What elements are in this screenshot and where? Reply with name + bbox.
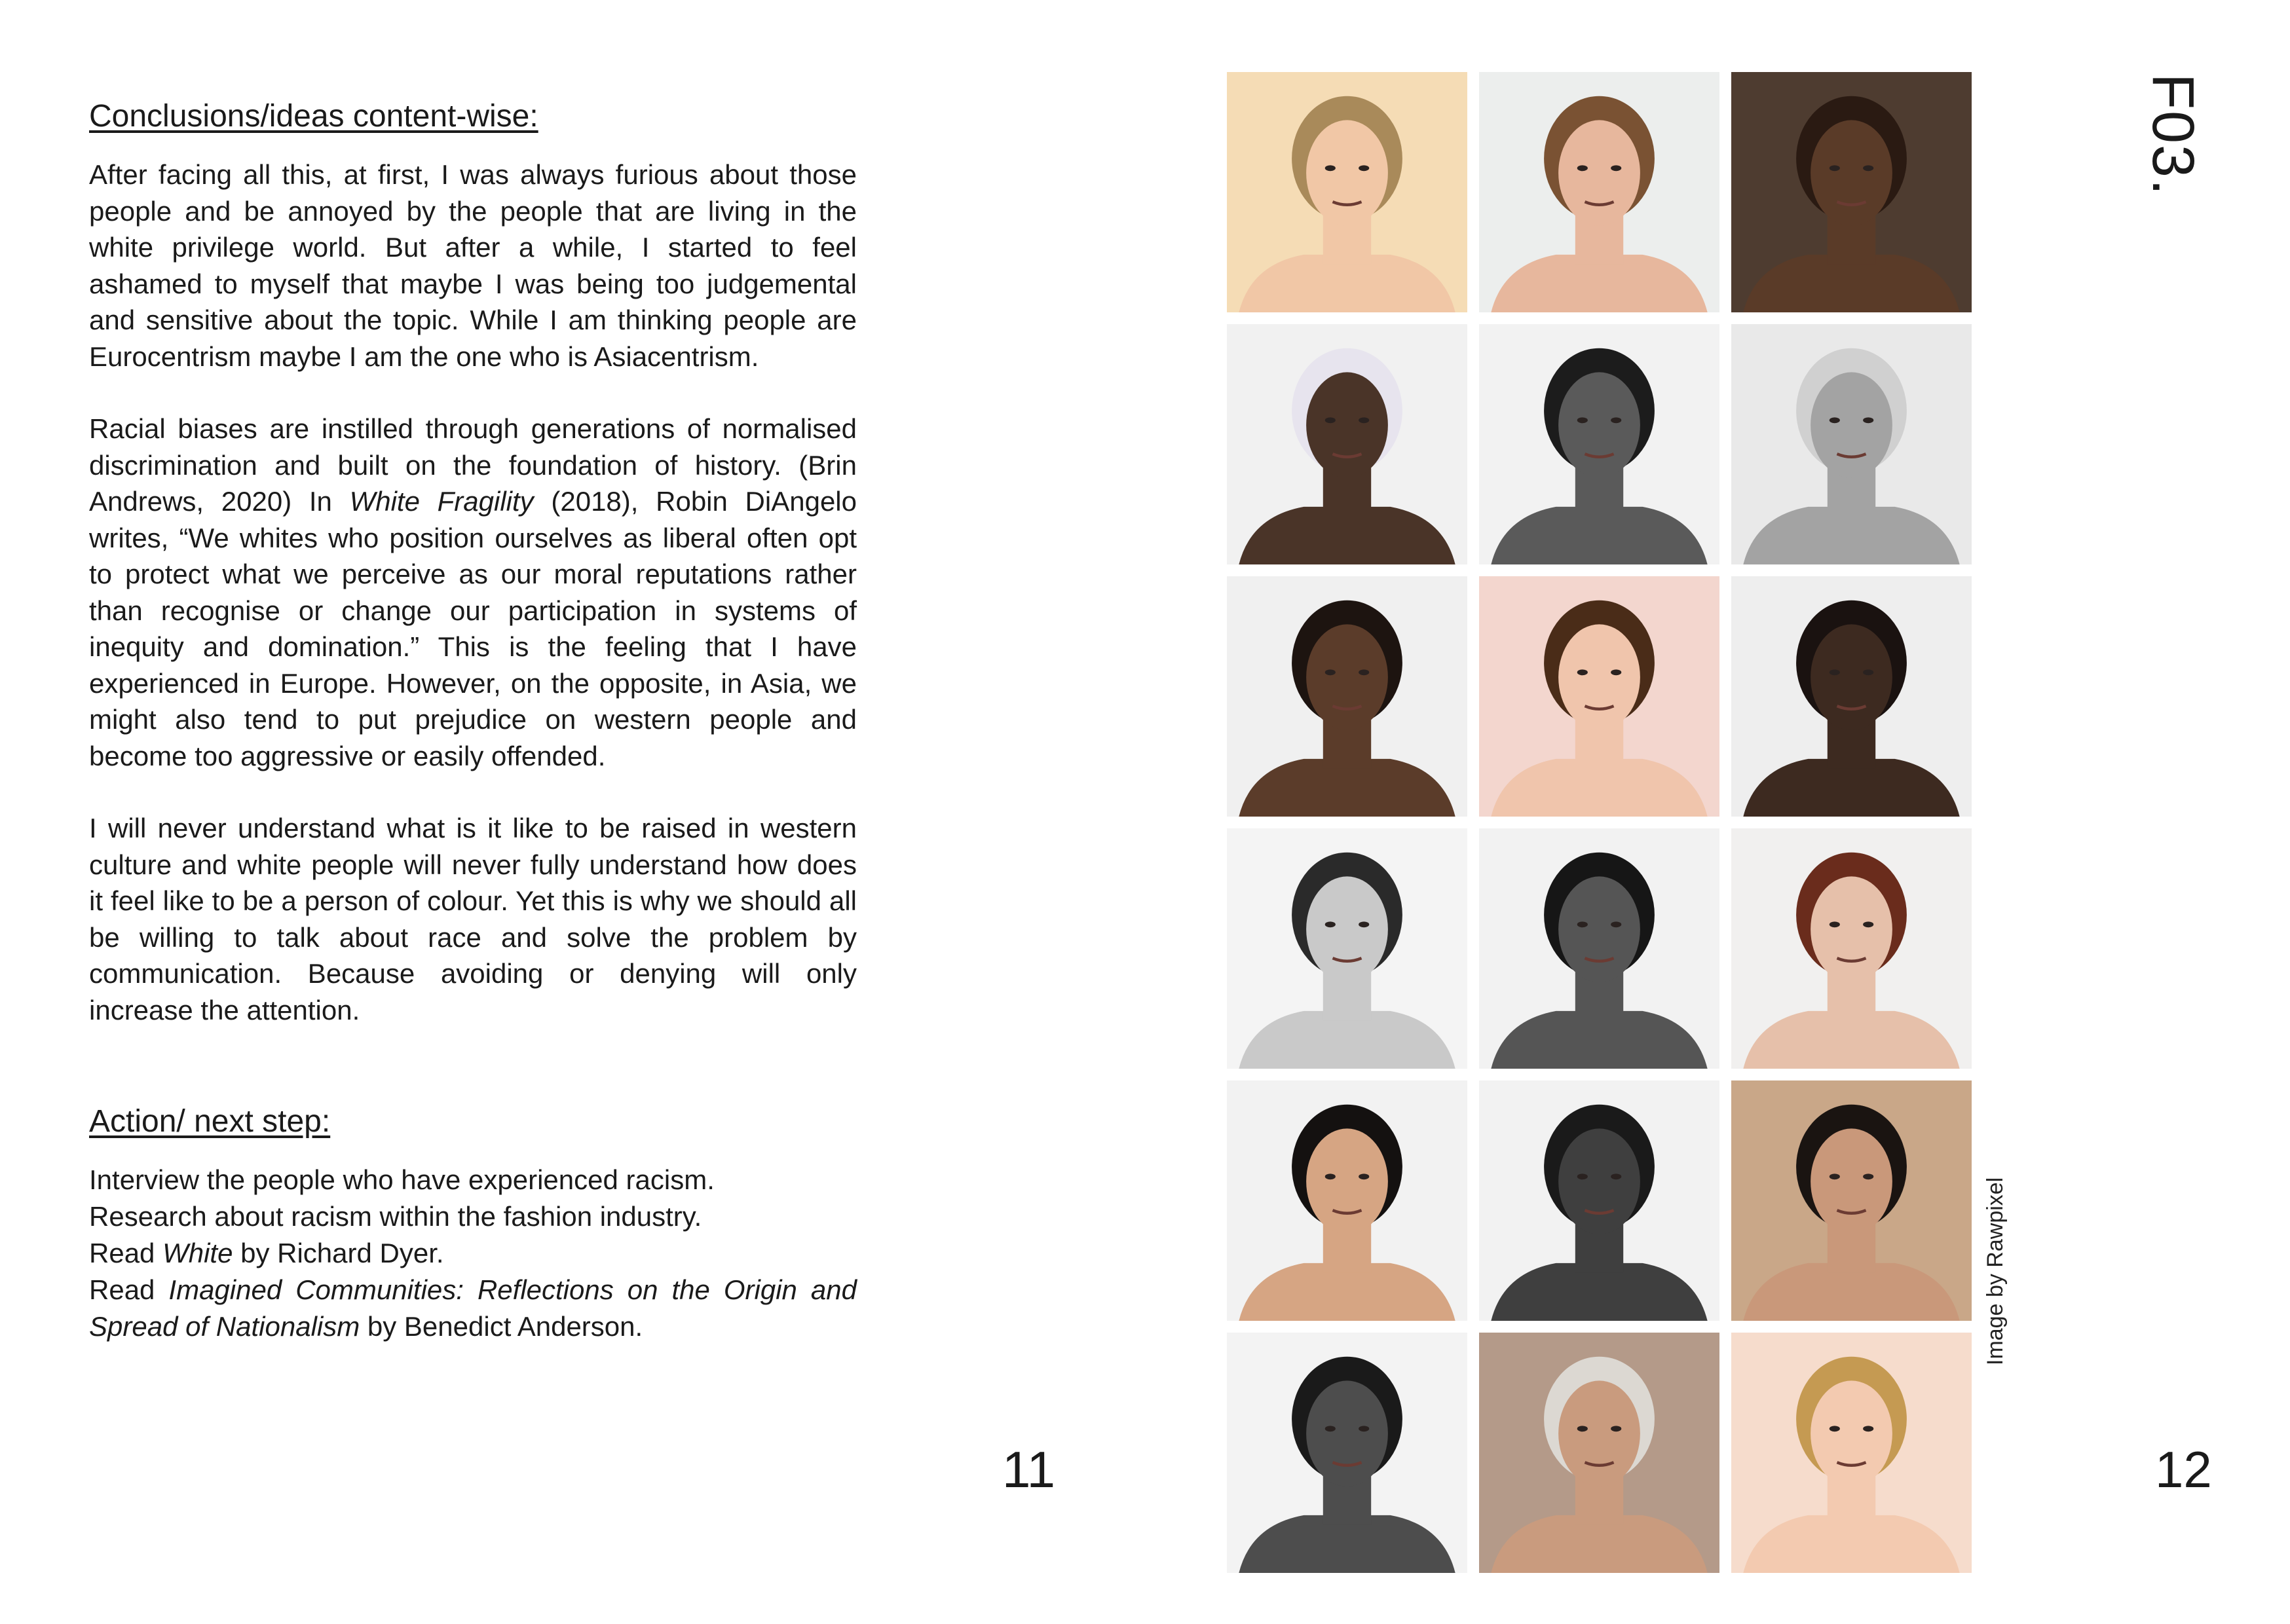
- portrait-blonde-girl: [1731, 1333, 1972, 1573]
- action-item-interview: Interview the people who have experienced racism.: [89, 1164, 715, 1195]
- portrait-grid: [1227, 72, 1972, 1573]
- left-page: [89, 98, 857, 1345]
- portrait-woman-hijab: [1227, 324, 1467, 564]
- action-heading: Action/ next step:: [89, 1104, 331, 1139]
- book-title-white: White: [162, 1238, 233, 1268]
- portrait-man-bw: [1479, 1080, 1719, 1321]
- portrait-older-man-bw: [1731, 324, 1972, 564]
- section-code: F03.: [2140, 73, 2206, 197]
- portrait-child-curly: [1479, 576, 1719, 817]
- image-credit: Image by Rawpixel: [1983, 1177, 2008, 1365]
- action-item-read-author: by Richard Dyer.: [233, 1238, 444, 1268]
- conclusions-paragraph-1: After facing all this, at first, I was always furious about those people and be annoyed by the people that are living in the white privilege world. But after a while, I started to feel ashamed to myself that maybe I was being too judgemental and sensitive about the topic. While I am thinking people are Eurocentrism maybe I am the one who is Asiacentrism.: [89, 159, 857, 372]
- portrait-older-woman: [1227, 576, 1467, 817]
- action-list: [89, 1162, 857, 1345]
- paragraph-2-text-end: (2018), Robin DiAngelo writes, “We whites who position ourselves as liberal often opt to protect what we perceive as our moral reputations rather than recognise or change our participation in systems of inequity and domination.” This is the feeling that I have experienced in Europe. However, on the opposite, in Asia, we might also tend to put prejudice on western people and become too aggressive or easily offended.: [89, 486, 857, 771]
- conclusions-paragraph-3: I will never understand what is it like to be raised in western culture and white people will never fully understand how does it feel like to be a person of colour. Yet this is why we should all be willing to talk about race and solve the problem by communication. Because avoiding or denying will only increase the attention.: [89, 813, 857, 1025]
- portrait-older-man: [1731, 72, 1972, 312]
- action-item-read-imagined-communities: [89, 1272, 857, 1345]
- conclusions-heading: Conclusions/ideas content-wise:: [89, 99, 538, 134]
- action-item-read-label: Read: [89, 1274, 169, 1305]
- page-number-left: 11: [1002, 1441, 1055, 1498]
- portrait-smiling-girl-bw: [1227, 1333, 1467, 1573]
- action-item-read-author: by Benedict Anderson.: [360, 1311, 643, 1342]
- portrait-young-boy: [1227, 72, 1467, 312]
- portrait-woman-freckles: [1479, 72, 1719, 312]
- portrait-bearded-man: [1479, 1333, 1719, 1573]
- portrait-man-profile: [1731, 576, 1972, 817]
- action-item-research: Research about racism within the fashion industry.: [89, 1201, 702, 1232]
- paragraph-2-text-start: Racial biases are instilled through generations of normalised discrimination and built on the foundation of history. (Brin Andrews, 2020) In: [89, 413, 857, 517]
- page-number-right: 12: [2155, 1441, 2212, 1498]
- portrait-asian-woman: [1227, 1080, 1467, 1321]
- portrait-woman-curly-bw: [1479, 324, 1719, 564]
- action-item-read-label: Read: [89, 1238, 163, 1268]
- portrait-woman-bw: [1227, 828, 1467, 1069]
- conclusions-paragraph-2: [89, 411, 857, 774]
- action-item-read-white: [89, 1235, 857, 1272]
- portrait-woman-tan-bg: [1731, 1080, 1972, 1321]
- book-title-imagined-communities: Imagined Communities: Reflections on the Origin and Spread of Nationalism: [89, 1274, 857, 1342]
- portrait-woman-red-curls: [1731, 828, 1972, 1069]
- portrait-woman-afro-bw: [1479, 828, 1719, 1069]
- book-title-white-fragility: White Fragility: [349, 486, 534, 517]
